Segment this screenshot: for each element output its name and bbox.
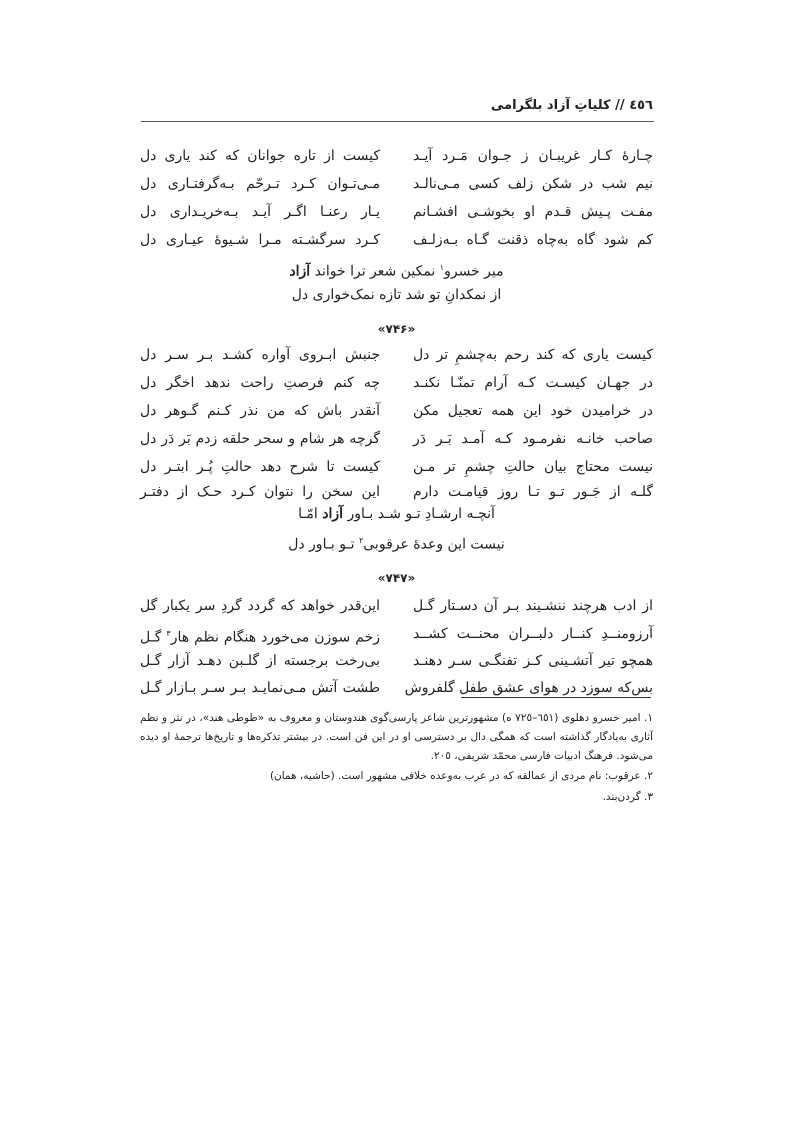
closing-text: میر خسرو [444, 263, 504, 280]
hemistich-second: این‌قدر خواهد که گردد گردِ سر یکبار گل [140, 598, 380, 614]
footnote-ref: ٢ [358, 536, 364, 545]
verse [140, 453, 653, 481]
verse [140, 425, 653, 453]
verse [140, 142, 653, 170]
header-separator: // [615, 98, 625, 113]
hemistich-second: این سخن را نتوان کـرد حـک از دفتـر [140, 484, 380, 500]
poet-name: آزاد [289, 263, 311, 280]
book-title: کلیاتِ آزاد بلگرامی [490, 98, 611, 113]
hemistich-second: بی‌رخت برجسته از گلـبن دهـد آزار گـل [140, 653, 380, 669]
hemistich-second: چه کنم فرصتِ راحت ندهد اخگر دل [140, 375, 380, 391]
closing-text: امّـا [298, 506, 323, 522]
footnote: ١. امیر خسرو دهلوی (٦٥١–٧٢٥ ه) مشهورترین شاعر پارسی‌گوی هندوستان و معروف به «طوطی هند»، در نثر و نظم آثاری به‌یادگار گذاشته است که همگی دال بر دسترسی او در این فن است. در بیشتر تذکره‌ها و تاریخ‌ها ترجمهٔ او دیده می‌شود. فرهنگ ادبیات فارسی محمّد شریفی، ٢٠٥. [140, 712, 654, 762]
footnote-ref: ٣ [166, 629, 171, 638]
hemistich-first: در خرامیدن خود این همه تعجیل مکن [413, 403, 653, 419]
hemistich-first: بس‌که سوزد در هوای عشق طفل گلفروش [404, 680, 653, 696]
hemistich-first: آرزومنــدِ کنــار دلبــران محنــت کشــد [413, 626, 653, 642]
hemistich-second: کیست تا شرح دهد حالتِ پُـر ابتـر دل [140, 459, 380, 475]
footnote-ref: ١ [439, 263, 445, 272]
closing-text: تـو بـاور دل [288, 536, 359, 553]
verse [140, 620, 653, 648]
hemistich-first: صاحب خانـه نفرمـود کـه آمـد بَـر دَر [413, 431, 653, 447]
hemistich-second: آنقدر باش که من نذر کـنم گـوهر دل [140, 403, 380, 419]
closing-text: نیست این وعدهٔ عرقوبی [363, 536, 505, 553]
verse [140, 341, 653, 369]
hemistich-text: گـل [140, 629, 167, 646]
poem-number: «۷۴۷» [377, 571, 416, 585]
closing-text: از نمکدانِ تو شد تازه نمک‌خواری دل [291, 287, 502, 303]
hemistich-first: در جهـان کیسـت کـه آرام تمنّـا نکنـد [413, 375, 653, 391]
closing-text: آنچـه ارشـادِ تـو شـد بـاور [343, 506, 495, 522]
hemistich-second: گرچه هر شام و سحر حلقه زدم بَر دَر دل [140, 431, 380, 447]
hemistich-first: همچو تیر آتشـینی کـز تفنگـی سـر دهنـد [413, 653, 653, 669]
hemistich-first: از ادب هرچند ننشـیند بـر آن دسـتار گـل [413, 598, 653, 614]
verse [140, 592, 653, 620]
footnote-rule [461, 697, 651, 698]
hemistich-second: کـرد سرگشـته مـرا شـیوهٔ عیـاری دل [140, 232, 380, 248]
hemistich-first: نیم شب در شکن زلف کسی مـی‌نالـد [413, 176, 653, 192]
hemistich-second: یـار رعنـا اگـر آیـد بـه‌خریـداری دل [140, 204, 380, 220]
page-number: ٤٥٦ [629, 98, 653, 113]
header-rule [141, 121, 654, 122]
hemistich-first: گلـه از جَـور تـو تـا روز قیامـت دارم [413, 484, 653, 500]
footnote: ٢. عرقوب: نام مردی از عمالقه که در عرب به‌وعده خلافی مشهور است. (حاشیه، همان) [269, 770, 653, 782]
verse [140, 226, 653, 254]
verse [140, 647, 653, 675]
verse [140, 170, 653, 198]
hemistich-second: جنبش ابـروی آواره کشـد بـر سـر دل [140, 347, 380, 363]
footnote: ٣. گردن‌بند. [602, 791, 653, 803]
closing-line [0, 500, 793, 528]
hemistich-second: مـی‌تـوان کـرد تـرحّم بـه‌گرفتـاری دل [140, 176, 380, 192]
closing-text: نمکین شعر ترا خواند [310, 263, 440, 280]
hemistich-first: کم شود گاه به‌چاه ذقنت گـاه بـه‌زلـف [413, 232, 653, 248]
poem-number: «۷۴۶» [377, 322, 416, 336]
hemistich-first: چـارهٔ کـار غریبـان ز جـوان مَـرد آیـد [413, 148, 653, 164]
hemistich-first: مفـت پـیش قـدم او بخوشـی افشـانم [413, 204, 653, 220]
verse [140, 397, 653, 425]
verse [140, 198, 653, 226]
closing-line [0, 281, 793, 309]
running-header [140, 98, 653, 120]
hemistich-first: نیست محتاج بیان حالتِ چشمِ تر مـن [413, 459, 653, 475]
hemistich-first: کیست یاری که کند رحم به‌چشمِ تر دل [413, 347, 653, 363]
closing-line [0, 527, 793, 559]
hemistich-second: کیست از تاره جوانان که کند یاری دل [140, 148, 380, 164]
verse [140, 369, 653, 397]
hemistich-second: طشت آتش مـی‌نمایـد بـر سـر بـازار گـل [140, 680, 380, 696]
hemistich-text: زخم سوزن می‌خورد هنگام نظم هار [170, 629, 380, 646]
poet-name: آزاد [322, 506, 344, 522]
